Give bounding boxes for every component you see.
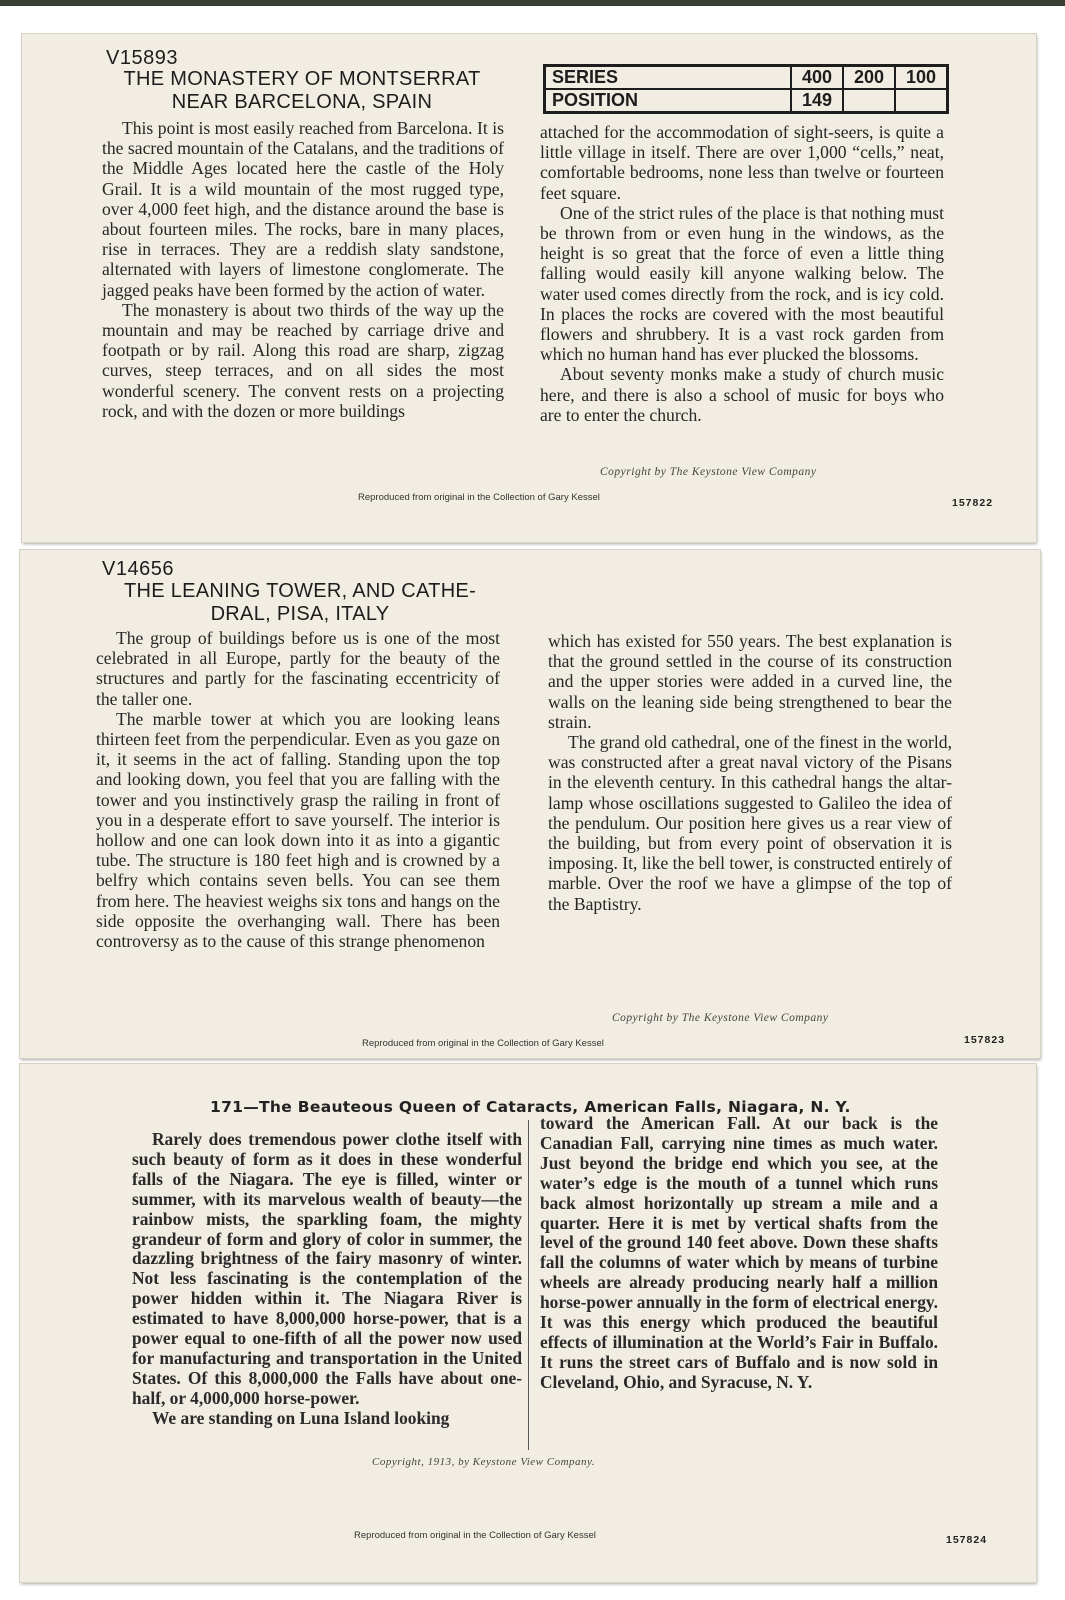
series-label: SERIES [545, 66, 792, 90]
card-code: V15893 [106, 47, 178, 69]
left-column-text [132, 1130, 522, 1429]
card-title [90, 580, 510, 626]
title-line-2: DRAL, PISA, ITALY [210, 603, 390, 625]
paragraph: The marble tower at which you are looking leans thirteen feet from the perpendicular. Even as you gaze on it, it seems in the act of falling. Standing upon the top and looking down, you feel that you are falling with the tower and you instinctively grasp the railing in front of you in a desperate effort to save yourself. The interior is hollow and one can look down into it as into a gigantic tube. The structure is 180 feet high and is crowned by a belfry which contains seven bells. You can see them from here. The heaviest weighs six tons and hangs on the side opposite the overhanging wall. There has been controversy as to the cause of this strange phenomenon [96, 708, 500, 952]
card-pisa [20, 550, 1040, 1058]
paragraph: One of the strict rules of the place is that nothing must be thrown from or even hung in the windows, as the height is so great that the force of even a little thing falling would easily kill anyone walking below. The water used comes directly from the rock, and is icy cold. In places the rocks are covered with the most beautiful flowers and shrubbery. It is a vast rock garden from which no human hand has ever plucked the blossoms. [540, 202, 944, 365]
paragraph: toward the American Fall. At our back is the Canadian Fall, carrying nine times as much water. Just beyond the bridge end which you see, at the water’s edge is the mouth of a tunnel which runs back almost horizontally up stream a mile and a quarter. Here it is met by vertical shafts from the level of the ground 140 feet above. Down these shafts fall the columns of water which by means of turbine wheels are already producing nearly half a million horse-power annually in the form of electrical energy. It was this energy which produced the beautiful effects of illumination at the World’s Fair in Buffalo. It runs the street cars of Buffalo and is now sold in Cleveland, Ohio, and Syracuse, N. Y. [540, 1113, 938, 1392]
copyright-line: Copyright by The Keystone View Company [612, 1012, 829, 1024]
paragraph: We are standing on Luna Island looking [152, 1407, 450, 1428]
title-line-2: NEAR BARCELONA, SPAIN [171, 91, 433, 113]
paragraph: The group of buildings before us is one of the most celebrated in all Europe, partly for the beauty of the structures and partly for the fascinating eccentricity of the taller one. [96, 628, 500, 709]
title-line-1: THE LEANING TOWER, AND CATHE- [123, 580, 477, 602]
left-column-text [96, 628, 500, 951]
paragraph: The grand old cathedral, one of the finest in the world, was constructed after a great naval victory of the Pisans in the eleventh century. In this cathedral hangs the altar-lamp whose oscillations suggested to Galileo the idea of the pendulum. Our position here gives us a rear view of the building, but from every point of observation it is imposing. It, like the bell tower, is constructed entirely of marble. Over the roof we have a glimpse of the top of the Baptistry. [548, 732, 953, 914]
series-100: 100 [895, 66, 948, 90]
serial-number: 157824 [946, 1534, 988, 1546]
reproduction-note: Reproduced from original in the Collection of Gary Kessel [362, 1038, 604, 1049]
top-edge-strip [0, 0, 1065, 6]
serial-number: 157823 [964, 1034, 1006, 1046]
reproduction-note: Reproduced from original in the Collection of Gary Kessel [358, 492, 600, 503]
column-divider [528, 1120, 529, 1450]
card-title [82, 68, 522, 114]
paragraph: About seventy monks make a study of church music here, and there is also a school of music for boys who are to enter the church. [540, 364, 944, 425]
paragraph: which has existed for 550 years. The best explanation is that the ground settled in the course of its construction and the upper stories were added in a curved line, the walls on the leaning side being strengthened to bear the strain. [548, 631, 952, 732]
title-line-1: THE MONASTERY OF MONTSERRAT [123, 68, 481, 90]
paragraph: attached for the accommodation of sight-seers, is quite a little village in itself. There are over 1,000 “cells,” neat, comfortable bedrooms, none less than twelve or fourteen feet square. [540, 122, 944, 203]
right-column-text [540, 122, 944, 425]
series-200: 200 [843, 66, 895, 90]
paragraph: This point is most easily reached from Barcelona. It is the sacred mountain of the Catalans, and the traditions of the Middle Ages located here the castle of the Holy Grail. It is a wild mountain of the most rugged type, over 4,000 feet high, and the distance around the base is about fourteen miles. The rocks, bare in many places, rise in terraces. They are a reddish slaty sandstone, alternated with layers of limestone conglomerate. The jagged peaks have been formed by the action of water. [102, 118, 504, 300]
right-column-text [548, 631, 952, 914]
card-code: V14656 [102, 558, 174, 580]
position-label: POSITION [545, 89, 792, 113]
copyright-line: Copyright by The Keystone View Company [600, 466, 817, 478]
card-montserrat [22, 34, 1036, 542]
card-title: 171—The Beauteous Queen of Cataracts, American Falls, Niagara, N. Y. [210, 1098, 851, 1116]
left-column-text [102, 118, 504, 421]
position-100 [895, 89, 948, 113]
series-400: 400 [791, 66, 843, 90]
reproduction-note: Reproduced from original in the Collection of Gary Kessel [354, 1530, 596, 1541]
paragraph: Rarely does tremendous power clothe itself with such beauty of form as it does in these wonderful falls of the Niagara. The eye is filled, winter or summer, with its marvelous wealth of beauty—the rainbow mists, the sparkling foam, the mighty grandeur of form and glory of color in summer, the dazzling brightness of the fairy masonry of winter. Not less fascinating is the contemplation of the power hidden within it. The Niagara River is estimated to have 8,000,000 horse-power, that is a power equal to one-fifth of all the power now used for manufacturing and transportation in the United States. Of this 8,000,000 the Falls have about one-half, or 4,000,000 horse-power. [132, 1129, 522, 1408]
copyright-line: Copyright, 1913, by Keystone View Company. [372, 1456, 596, 1468]
position-400: 149 [791, 89, 843, 113]
series-position-table [543, 64, 949, 114]
position-200 [843, 89, 895, 113]
paragraph: The monastery is about two thirds of the way up the mountain and may be reached by carriage drive and footpath or by rail. Along this road are sharp, zigzag curves, steep terraces, and on all sides the most wonderful scenery. The convent rests on a projecting rock, and with the dozen or more buildings [102, 299, 504, 421]
right-column-text [540, 1114, 938, 1393]
serial-number: 157822 [952, 497, 994, 509]
card-niagara [20, 1064, 1036, 1582]
